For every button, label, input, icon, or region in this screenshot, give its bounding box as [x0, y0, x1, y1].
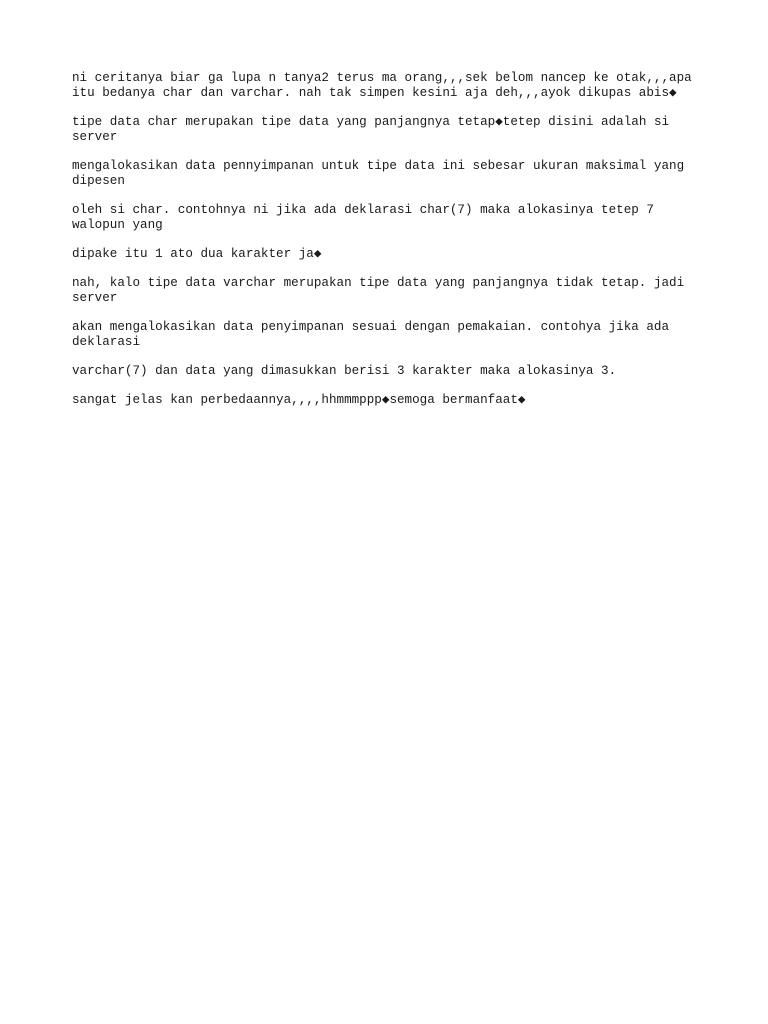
paragraph-3: mengalokasikan data pennyimpanan untuk tipe data ini sebesar ukuran maksimal yang dipesen	[72, 159, 692, 188]
paragraph-6: nah, kalo tipe data varchar merupakan tipe data yang panjangnya tidak tetap. jadi server	[72, 276, 692, 305]
paragraph-8: varchar(7) dan data yang dimasukkan berisi 3 karakter maka alokasinya 3.	[72, 364, 617, 378]
paragraph-2: tipe data char merupakan tipe data yang panjangnya tetap◆tetep disini adalah si server	[72, 115, 677, 144]
paragraph-5: dipake itu 1 ato dua karakter ja◆	[72, 247, 322, 261]
document-page	[72, 71, 712, 422]
paragraph-9: sangat jelas kan perbedaannya,,,,hhmmmppp◆semoga bermanfaat◆	[72, 393, 526, 407]
paragraph-4: oleh si char. contohnya ni jika ada deklarasi char(7) maka alokasinya tetep 7 walopun yang	[72, 203, 662, 232]
paragraph-1: ni ceritanya biar ga lupa n tanya2 terus ma orang,,,sek belom nancep ke otak,,,apa itu bedanya char dan varchar. nah tak simpen kesini aja deh,,,ayok dikupas abis◆	[72, 71, 700, 100]
paragraph-7: akan mengalokasikan data penyimpanan sesuai dengan pemakaian. contohya jika ada deklarasi	[72, 320, 677, 349]
